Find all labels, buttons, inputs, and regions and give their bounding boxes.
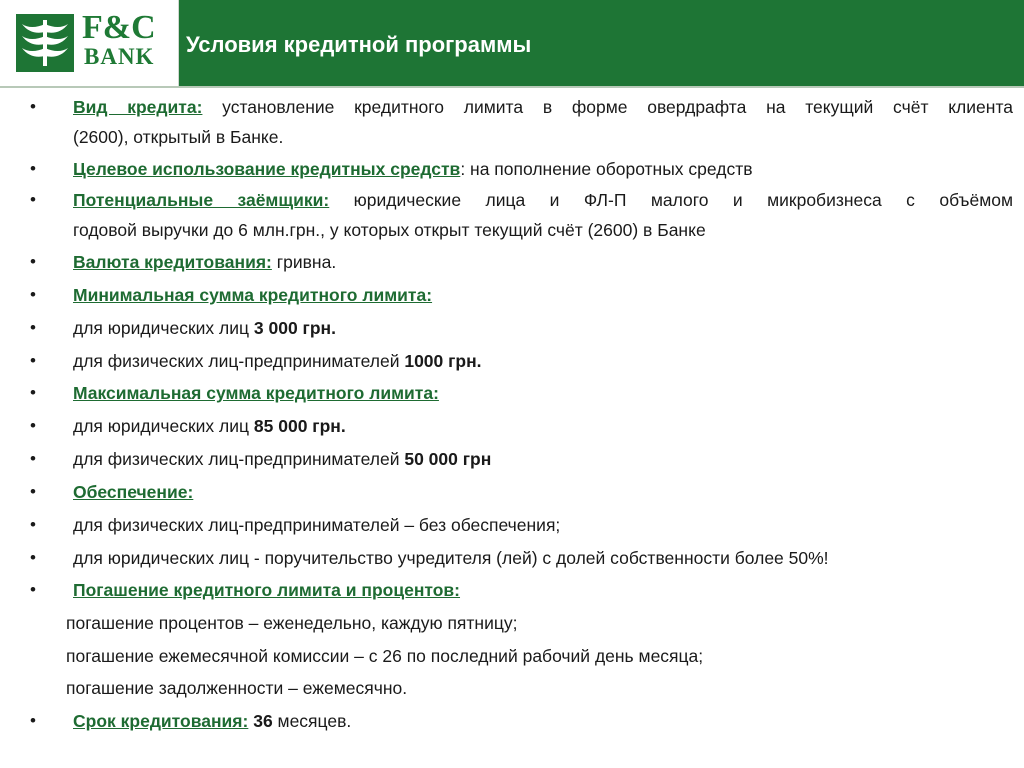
item-label: Минимальная сумма кредитного лимита: [73, 285, 433, 305]
item-text: установление кредитного лимита в форме овердрафта на текущий счёт клиента [202, 97, 1013, 117]
item-text: для юридических лиц [73, 318, 254, 338]
item-value: 3 000 грн. [253, 318, 336, 338]
bullet: • [30, 482, 36, 501]
bullet: • [30, 711, 36, 730]
bullet: • [30, 580, 36, 599]
item-text: для юридических лиц [73, 416, 254, 436]
bank-logo [0, 0, 179, 86]
item-label: Валюта кредитования: [73, 252, 272, 272]
item-value: 1000 грн. [404, 351, 482, 371]
item-text: погашение задолженности – ежемесячно. [66, 678, 408, 698]
bullet: • [30, 318, 36, 337]
bullet: • [30, 190, 36, 209]
item-label: Потенциальные заёмщики: [73, 190, 330, 210]
item-text: погашение процентов – еженедельно, каждую пятницу; [66, 613, 518, 633]
bullet: • [30, 285, 36, 304]
header-divider [0, 86, 1024, 88]
bullet: • [30, 97, 36, 116]
item-label: Погашение кредитного лимита и процентов: [73, 580, 461, 600]
item-value: 85 000 грн. [253, 416, 346, 436]
item-label: Обеспечение: [73, 482, 194, 502]
bullet: • [30, 515, 36, 534]
page-title: Условия кредитной программы [186, 32, 532, 57]
bullet: • [30, 449, 36, 468]
logo-subtitle: BANK [84, 44, 155, 69]
slide-header [0, 0, 1024, 87]
item-text: гривна. [271, 252, 337, 272]
item-text: для физических лиц-предпринимателей [73, 351, 405, 371]
item-text-line2: годовой выручки до 6 млн.грн., у которых открыт текущий счёт (2600) в Банке [73, 220, 706, 240]
item-label: Максимальная сумма кредитного лимита: [73, 383, 439, 403]
item-label: Вид кредита: [73, 97, 203, 117]
item-text: для физических лиц-предпринимателей – без обеспечения; [73, 515, 561, 535]
bullet: • [30, 383, 36, 402]
item-value: 36 [248, 711, 273, 731]
bullet: • [30, 159, 36, 178]
item-text: : на пополнение оборотных средств [460, 159, 753, 179]
item-text: погашение ежемесячной комиссии – с 26 по последний рабочий день месяца; [66, 646, 704, 666]
bullet: • [30, 351, 36, 370]
item-text: юридические лица и ФЛ-П малого и микробизнеса с объёмом [329, 190, 1013, 210]
wheat-sheaf-icon [16, 14, 74, 72]
item-text: для физических лиц-предпринимателей [73, 449, 405, 469]
item-label: Срок кредитования: [73, 711, 249, 731]
item-text-line2: (2600), открытый в Банке. [73, 127, 284, 147]
bullet: • [30, 548, 36, 567]
logo-title: F&C [82, 9, 156, 46]
item-text: для юридических лиц - поручительство учредителя (лей) с долей собственности более 50%! [73, 548, 829, 568]
bullet: • [30, 252, 36, 271]
item-label: Целевое использование кредитных средств [73, 159, 461, 179]
bullet: • [30, 416, 36, 435]
item-text: месяцев. [272, 711, 352, 731]
item-value: 50 000 грн [404, 449, 492, 469]
